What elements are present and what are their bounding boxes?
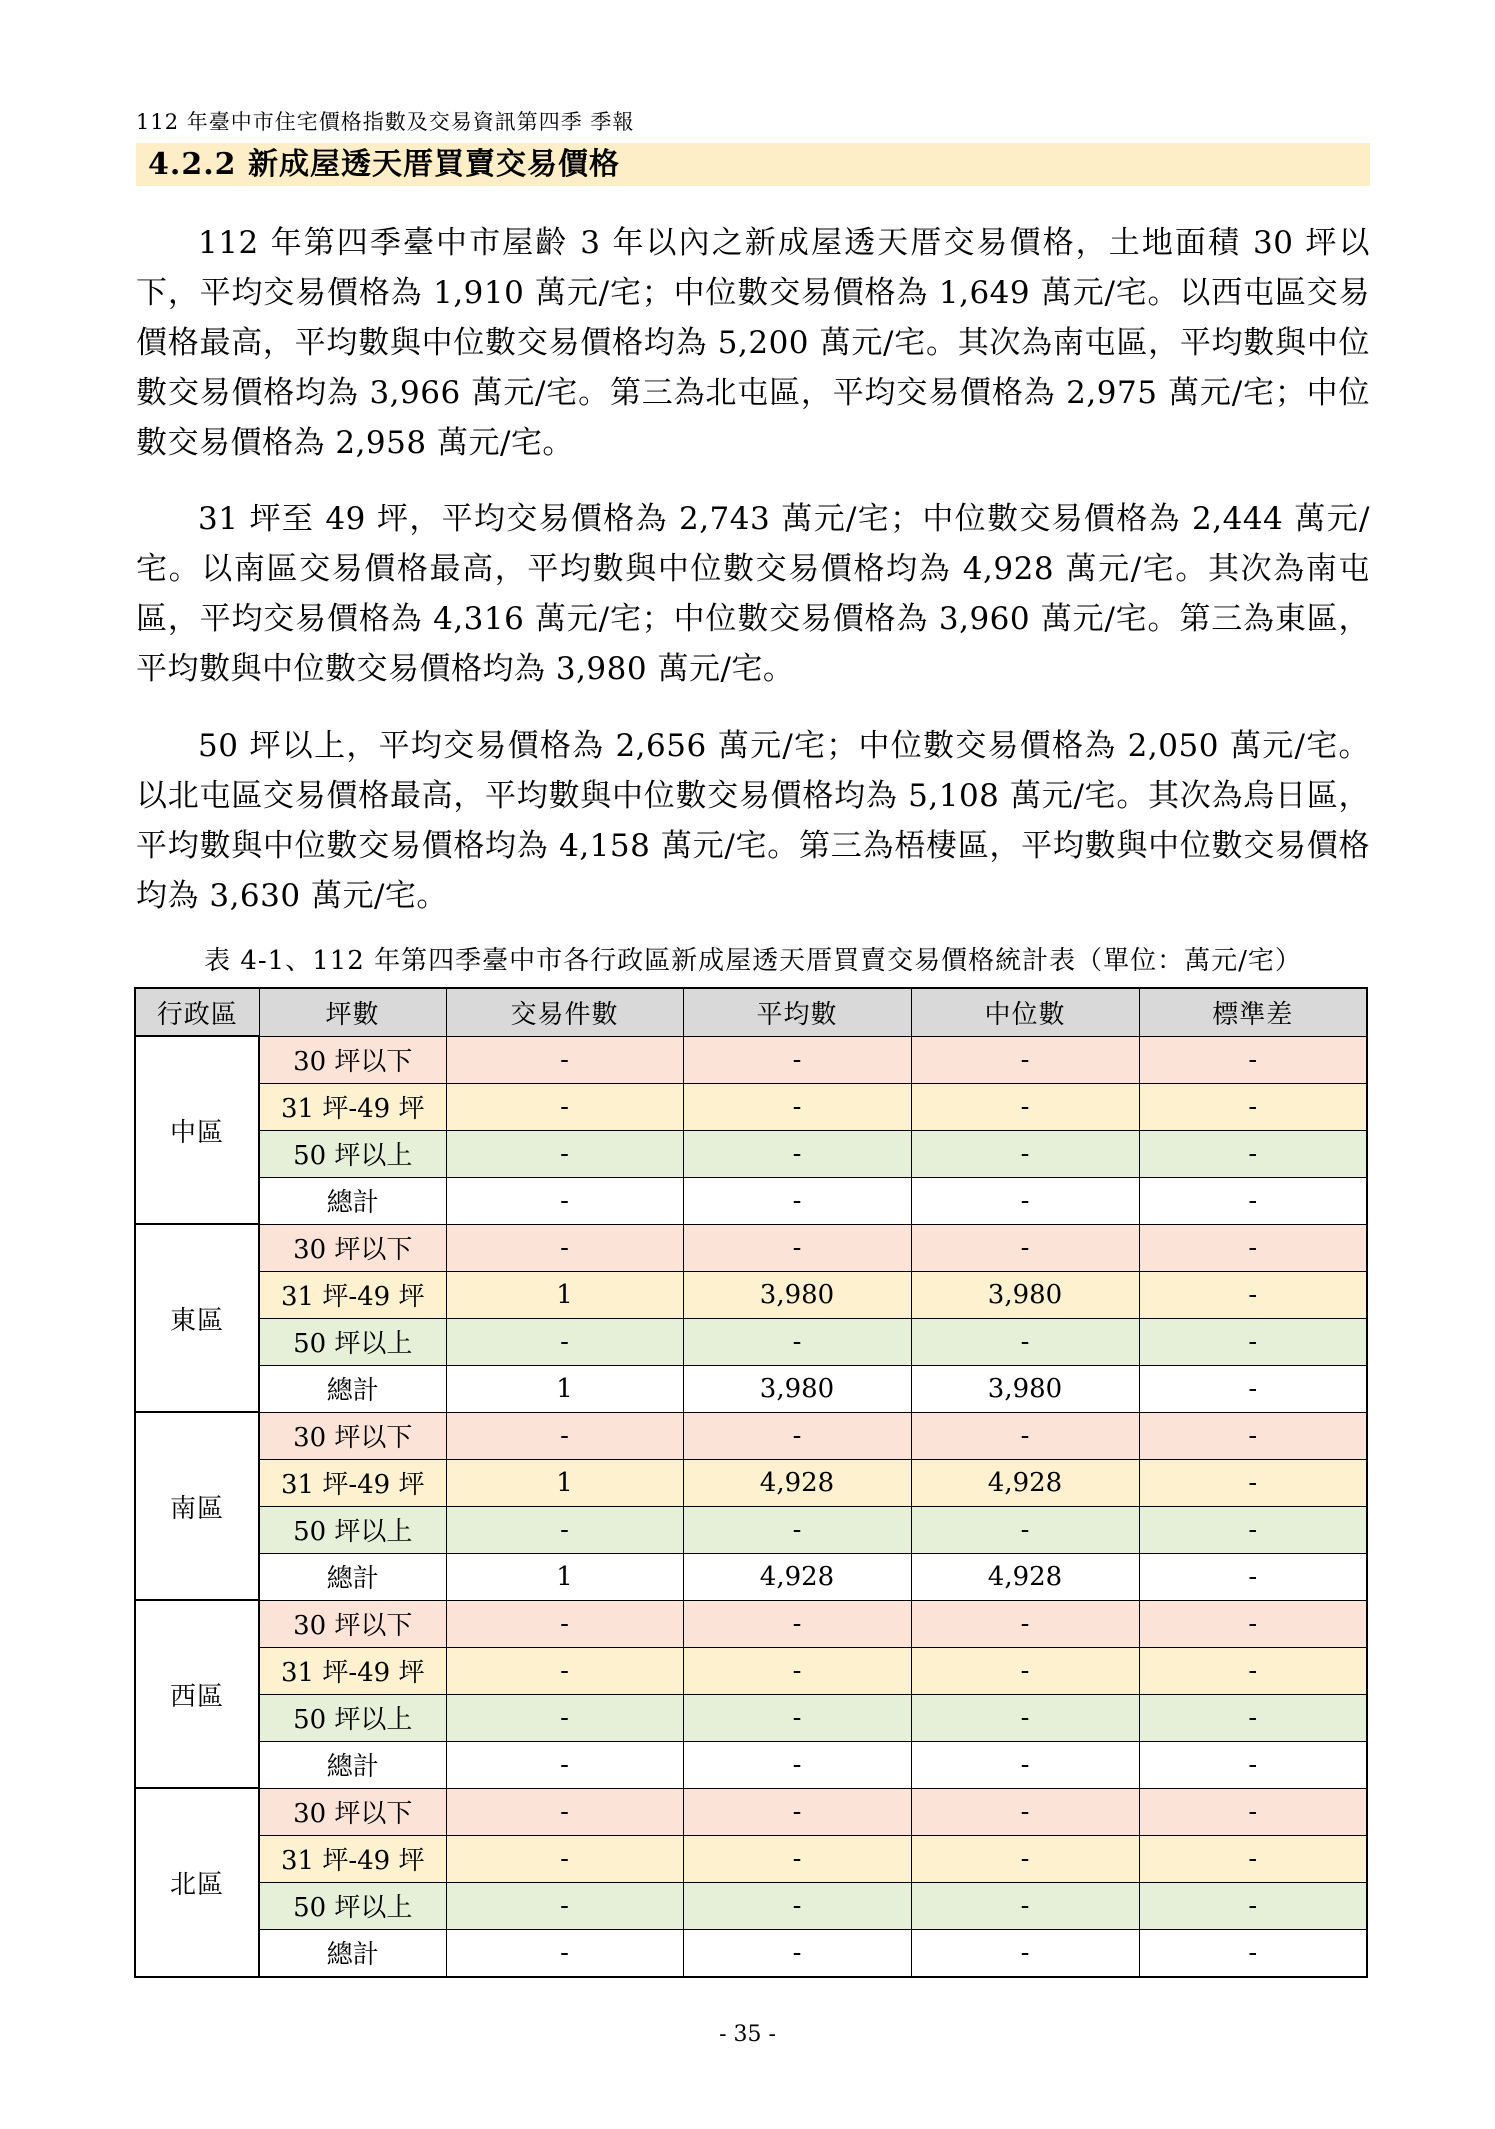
- column-header-mean: 平均數: [683, 988, 911, 1036]
- size-cell: 30 坪以下: [259, 1036, 446, 1083]
- page-number: - 35 -: [719, 2022, 776, 2047]
- table-row: [135, 1036, 1367, 1083]
- size-cell: 總計: [259, 1929, 446, 1977]
- count-cell: -: [446, 1318, 683, 1365]
- sd-cell: -: [1139, 1600, 1367, 1647]
- table-row: [135, 1835, 1367, 1882]
- paragraph-50-ping: [136, 721, 1370, 921]
- median-cell: -: [911, 1318, 1139, 1365]
- median-cell: 3,980: [911, 1271, 1139, 1318]
- size-cell: 總計: [259, 1741, 446, 1788]
- table-row: [135, 1224, 1367, 1271]
- sd-cell: -: [1139, 1882, 1367, 1929]
- district-cell: 南區: [135, 1412, 259, 1600]
- table-row: [135, 1271, 1367, 1318]
- sd-cell: -: [1139, 1083, 1367, 1130]
- table-caption: 表 4-1、112 年第四季臺中市各行政區新成屋透天厝買賣交易價格統計表（單位：萬元/宅）: [204, 946, 1302, 976]
- median-cell: -: [911, 1600, 1139, 1647]
- size-cell: 50 坪以上: [259, 1130, 446, 1177]
- sd-cell: -: [1139, 1835, 1367, 1882]
- mean-cell: -: [683, 1412, 911, 1459]
- median-cell: -: [911, 1882, 1139, 1929]
- sd-cell: -: [1139, 1929, 1367, 1977]
- sd-cell: -: [1139, 1130, 1367, 1177]
- mean-cell: -: [683, 1882, 911, 1929]
- running-header: 112 年臺中市住宅價格指數及交易資訊第四季 季報: [136, 110, 635, 134]
- size-cell: 50 坪以上: [259, 1882, 446, 1929]
- sd-cell: -: [1139, 1365, 1367, 1412]
- size-cell: 30 坪以下: [259, 1224, 446, 1271]
- table-row: [135, 1929, 1367, 1977]
- table-row: [135, 1647, 1367, 1694]
- median-cell: -: [911, 1694, 1139, 1741]
- column-header-district: 行政區: [135, 988, 259, 1036]
- size-cell: 30 坪以下: [259, 1412, 446, 1459]
- sd-cell: -: [1139, 1412, 1367, 1459]
- table-row: [135, 1365, 1367, 1412]
- count-cell: -: [446, 1929, 683, 1977]
- count-cell: -: [446, 1130, 683, 1177]
- table-row: [135, 1788, 1367, 1835]
- table-row: [135, 1083, 1367, 1130]
- count-cell: -: [446, 1647, 683, 1694]
- median-cell: -: [911, 1177, 1139, 1224]
- count-cell: -: [446, 1694, 683, 1741]
- table-row: [135, 1459, 1367, 1506]
- price-statistics-table: [134, 987, 1368, 1978]
- mean-cell: -: [683, 1835, 911, 1882]
- sd-cell: -: [1139, 1506, 1367, 1553]
- size-cell: 50 坪以上: [259, 1506, 446, 1553]
- column-header-sd: 標準差: [1139, 988, 1367, 1036]
- count-cell: 1: [446, 1271, 683, 1318]
- sd-cell: -: [1139, 1788, 1367, 1835]
- table-row: [135, 1130, 1367, 1177]
- median-cell: 3,980: [911, 1365, 1139, 1412]
- mean-cell: -: [683, 1036, 911, 1083]
- mean-cell: -: [683, 1177, 911, 1224]
- sd-cell: -: [1139, 1271, 1367, 1318]
- paragraph-text: 31 坪至 49 坪，平均交易價格為 2,743 萬元/宅；中位數交易價格為 2,444 萬元/宅。以南區交易價格最高，平均數與中位數交易價格均為 4,928 萬元/宅。其次為南屯區，平均交易價格為 4,316 萬元/宅；中位數交易價格為 3,960 萬元/宅。第三為東區，平均數與中位數交易價格均為 3,980 萬元/宅。: [136, 501, 1370, 687]
- median-cell: -: [911, 1506, 1139, 1553]
- mean-cell: -: [683, 1788, 911, 1835]
- size-cell: 50 坪以上: [259, 1318, 446, 1365]
- mean-cell: -: [683, 1318, 911, 1365]
- sd-cell: -: [1139, 1647, 1367, 1694]
- median-cell: -: [911, 1929, 1139, 1977]
- count-cell: -: [446, 1741, 683, 1788]
- table-body: [135, 1036, 1367, 1977]
- table-row: [135, 1694, 1367, 1741]
- mean-cell: 3,980: [683, 1365, 911, 1412]
- table-row: [135, 1318, 1367, 1365]
- column-header-size: 坪數: [259, 988, 446, 1036]
- table-row: [135, 1882, 1367, 1929]
- paragraph-text: 112 年第四季臺中市屋齡 3 年以內之新成屋透天厝交易價格，土地面積 30 坪以下，平均交易價格為 1,910 萬元/宅；中位數交易價格為 1,649 萬元/宅。以西屯區交易價格最高，平均數與中位數交易價格均為 5,200 萬元/宅。其次為南屯區，平均數與中位數交易價格均為 3,966 萬元/宅。第三為北屯區，平均交易價格為 2,975 萬元/宅；中位數交易價格為 2,958 萬元/宅。: [136, 225, 1370, 461]
- mean-cell: 3,980: [683, 1271, 911, 1318]
- count-cell: -: [446, 1412, 683, 1459]
- count-cell: -: [446, 1835, 683, 1882]
- sd-cell: -: [1139, 1224, 1367, 1271]
- table-row: [135, 1553, 1367, 1600]
- sd-cell: -: [1139, 1459, 1367, 1506]
- size-cell: 31 坪-49 坪: [259, 1271, 446, 1318]
- median-cell: -: [911, 1835, 1139, 1882]
- median-cell: -: [911, 1130, 1139, 1177]
- count-cell: -: [446, 1177, 683, 1224]
- mean-cell: 4,928: [683, 1459, 911, 1506]
- column-header-median: 中位數: [911, 988, 1139, 1036]
- district-cell: 西區: [135, 1600, 259, 1788]
- paragraph-text: 50 坪以上，平均交易價格為 2,656 萬元/宅；中位數交易價格為 2,050 萬元/宅。以北屯區交易價格最高，平均數與中位數交易價格均為 5,108 萬元/宅。其次為烏日區，平均數與中位數交易價格均為 4,158 萬元/宅。第三為梧棲區，平均數與中位數交易價格均為 3,630 萬元/宅。: [136, 728, 1370, 914]
- size-cell: 30 坪以下: [259, 1788, 446, 1835]
- count-cell: 1: [446, 1553, 683, 1600]
- size-cell: 31 坪-49 坪: [259, 1459, 446, 1506]
- column-header-count: 交易件數: [446, 988, 683, 1036]
- sd-cell: -: [1139, 1036, 1367, 1083]
- sd-cell: -: [1139, 1318, 1367, 1365]
- count-cell: -: [446, 1788, 683, 1835]
- district-cell: 北區: [135, 1788, 259, 1977]
- table-row: [135, 1741, 1367, 1788]
- median-cell: 4,928: [911, 1553, 1139, 1600]
- median-cell: -: [911, 1788, 1139, 1835]
- size-cell: 30 坪以下: [259, 1600, 446, 1647]
- paragraph-30-ping: [136, 218, 1370, 468]
- paragraph-31-49-ping: [136, 494, 1370, 694]
- table-header-row: [135, 988, 1367, 1036]
- sd-cell: -: [1139, 1741, 1367, 1788]
- mean-cell: -: [683, 1506, 911, 1553]
- size-cell: 總計: [259, 1553, 446, 1600]
- mean-cell: -: [683, 1083, 911, 1130]
- table-row: [135, 1177, 1367, 1224]
- median-cell: -: [911, 1224, 1139, 1271]
- sd-cell: -: [1139, 1553, 1367, 1600]
- size-cell: 總計: [259, 1177, 446, 1224]
- mean-cell: -: [683, 1647, 911, 1694]
- count-cell: -: [446, 1506, 683, 1553]
- mean-cell: -: [683, 1741, 911, 1788]
- district-cell: 東區: [135, 1224, 259, 1412]
- table-row: [135, 1506, 1367, 1553]
- median-cell: -: [911, 1083, 1139, 1130]
- median-cell: -: [911, 1647, 1139, 1694]
- size-cell: 31 坪-49 坪: [259, 1083, 446, 1130]
- median-cell: -: [911, 1412, 1139, 1459]
- mean-cell: -: [683, 1224, 911, 1271]
- sd-cell: -: [1139, 1177, 1367, 1224]
- mean-cell: -: [683, 1694, 911, 1741]
- count-cell: 1: [446, 1365, 683, 1412]
- count-cell: -: [446, 1036, 683, 1083]
- count-cell: -: [446, 1224, 683, 1271]
- size-cell: 50 坪以上: [259, 1694, 446, 1741]
- district-cell: 中區: [135, 1036, 259, 1224]
- mean-cell: -: [683, 1130, 911, 1177]
- mean-cell: 4,928: [683, 1553, 911, 1600]
- count-cell: -: [446, 1882, 683, 1929]
- count-cell: -: [446, 1600, 683, 1647]
- size-cell: 總計: [259, 1365, 446, 1412]
- count-cell: -: [446, 1083, 683, 1130]
- sd-cell: -: [1139, 1694, 1367, 1741]
- section-heading: 4.2.2 新成屋透天厝買賣交易價格: [136, 143, 1370, 186]
- median-cell: -: [911, 1741, 1139, 1788]
- table-row: [135, 1412, 1367, 1459]
- median-cell: 4,928: [911, 1459, 1139, 1506]
- mean-cell: -: [683, 1929, 911, 1977]
- median-cell: -: [911, 1036, 1139, 1083]
- size-cell: 31 坪-49 坪: [259, 1647, 446, 1694]
- table-row: [135, 1600, 1367, 1647]
- size-cell: 31 坪-49 坪: [259, 1835, 446, 1882]
- count-cell: 1: [446, 1459, 683, 1506]
- mean-cell: -: [683, 1600, 911, 1647]
